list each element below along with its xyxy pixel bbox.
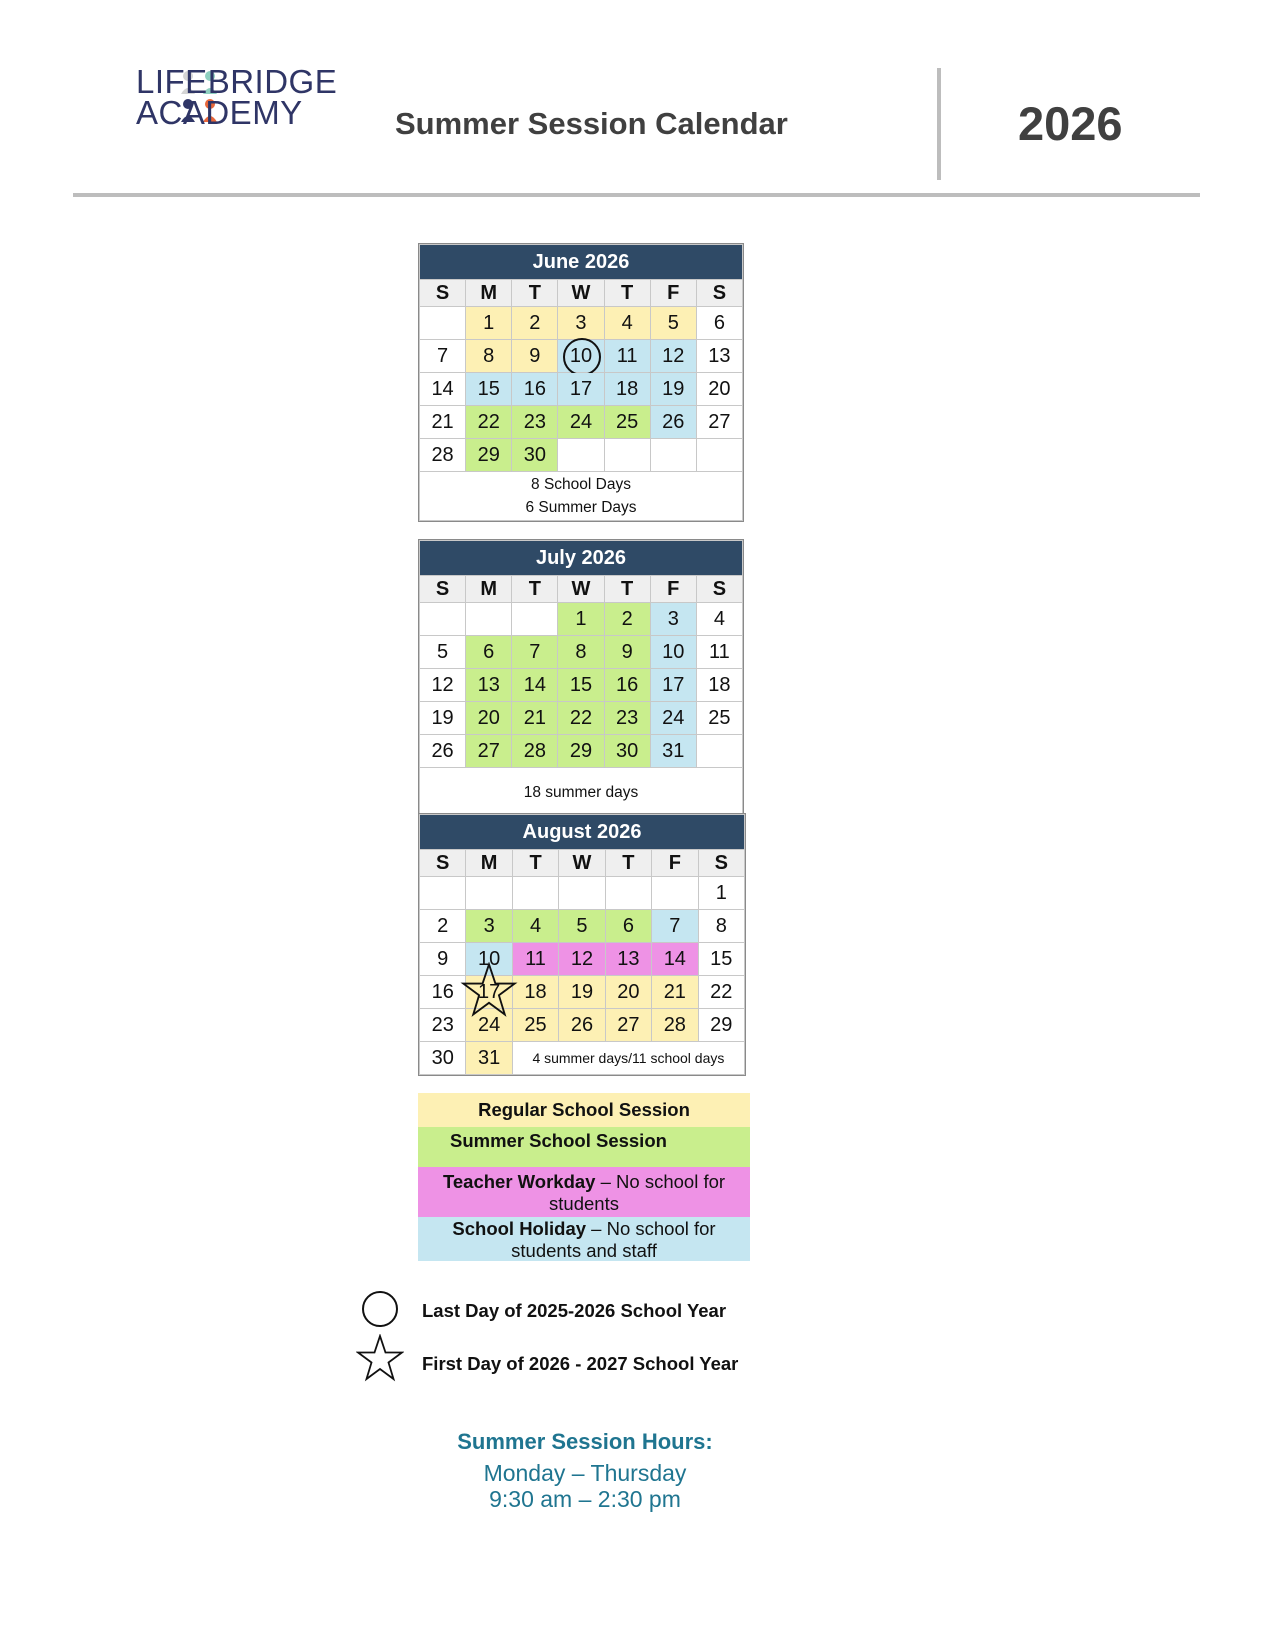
day-number: 20	[708, 377, 731, 400]
day-cell	[650, 340, 696, 373]
day-cell	[420, 636, 466, 669]
day-number: 20	[477, 706, 500, 729]
day-number: 25	[708, 706, 731, 729]
day-number: 28	[431, 443, 454, 466]
day-number: 17	[569, 377, 593, 400]
day-cell	[652, 877, 698, 910]
day-cell	[466, 877, 512, 910]
day-cell	[512, 373, 558, 406]
day-cell	[512, 307, 558, 340]
weekday-header: M	[466, 280, 512, 307]
weekday-header: F	[650, 576, 696, 603]
day-cell	[512, 702, 558, 735]
day-cell	[696, 702, 742, 735]
day-number: 29	[710, 1013, 733, 1036]
weekday-header: T	[512, 280, 558, 307]
day-cell	[650, 439, 696, 472]
day-cell	[650, 307, 696, 340]
day-cell	[466, 373, 512, 406]
weekday-header: T	[604, 576, 650, 603]
day-number: 30	[616, 739, 639, 762]
day-number: 5	[576, 914, 588, 937]
week-row	[420, 910, 745, 943]
week-row	[420, 1042, 745, 1075]
day-number: 23	[523, 410, 546, 433]
week-row	[420, 636, 743, 669]
day-number: 9	[437, 947, 449, 970]
day-cell	[605, 1009, 651, 1042]
day-cell	[466, 702, 512, 735]
weekday-header: S	[420, 576, 466, 603]
day-number: 14	[523, 673, 546, 696]
day-cell	[466, 669, 512, 702]
day-cell	[650, 669, 696, 702]
week-row	[420, 307, 743, 340]
day-cell	[650, 636, 696, 669]
day-number: 24	[569, 410, 593, 433]
day-cell	[698, 976, 744, 1009]
day-cell	[420, 735, 466, 768]
day-number: 25	[524, 1013, 547, 1036]
day-number: 18	[708, 673, 731, 696]
day-number: 4	[713, 607, 725, 630]
circle-icon	[360, 1289, 400, 1329]
day-number: 18	[616, 377, 639, 400]
day-cell	[466, 439, 512, 472]
day-number: 2	[529, 311, 541, 334]
day-cell	[420, 702, 466, 735]
day-cell	[512, 439, 558, 472]
day-cell	[512, 943, 558, 976]
legend-regular: Regular School Session	[418, 1093, 750, 1127]
day-cell	[696, 340, 742, 373]
weekday-header: F	[652, 850, 698, 877]
weekday-header: T	[512, 576, 558, 603]
day-cell	[604, 702, 650, 735]
week-row	[420, 373, 743, 406]
calendar-footer-line: 8 School Days	[531, 476, 631, 493]
day-number: 3	[667, 607, 679, 630]
day-number: 19	[570, 980, 594, 1003]
week-row	[420, 603, 743, 636]
hours-time: 9:30 am – 2:30 pm	[489, 1486, 681, 1512]
calendar-title: July 2026	[420, 541, 743, 576]
week-row	[420, 439, 743, 472]
day-cell	[604, 603, 650, 636]
day-number: 21	[431, 410, 454, 433]
day-cell	[605, 976, 651, 1009]
day-number: 17	[662, 673, 685, 696]
week-row	[420, 702, 743, 735]
day-cell	[696, 373, 742, 406]
legend-teacher-workday	[418, 1167, 750, 1217]
day-cell	[558, 406, 604, 439]
weekday-header: W	[558, 280, 604, 307]
day-number: 10	[662, 640, 685, 663]
day-number: 31	[662, 739, 685, 762]
calendar-title: June 2026	[420, 245, 743, 280]
day-cell	[698, 910, 744, 943]
weekday-header: M	[466, 576, 512, 603]
day-cell	[466, 735, 512, 768]
day-number: 9	[621, 640, 633, 663]
key-star-label: First Day of 2026 - 2027 School Year	[422, 1353, 739, 1374]
weekday-header: M	[466, 850, 512, 877]
day-number: 2	[437, 914, 449, 937]
calendar-june	[418, 243, 744, 522]
legend-holiday-bold: School Holiday	[452, 1218, 587, 1239]
day-cell	[698, 1009, 744, 1042]
day-cell	[466, 976, 512, 1009]
weekday-header: S	[420, 850, 466, 877]
weekday-header: T	[512, 850, 558, 877]
day-number: 26	[570, 1013, 594, 1036]
calendar-footer	[420, 768, 743, 817]
day-cell	[466, 340, 512, 373]
day-number: 21	[663, 980, 686, 1003]
page-title: Summer Session Calendar	[395, 106, 788, 141]
day-number: 3	[483, 914, 495, 937]
day-number: 27	[617, 1013, 640, 1036]
day-cell	[420, 603, 466, 636]
calendar-footer-line: 18 summer days	[523, 783, 639, 801]
day-cell	[605, 943, 651, 976]
hours-days: Monday – Thursday	[483, 1460, 687, 1486]
day-number: 22	[477, 410, 500, 433]
day-number: 4	[621, 311, 633, 334]
day-number: 15	[569, 673, 593, 696]
weekday-header: F	[650, 280, 696, 307]
day-cell	[512, 340, 558, 373]
day-cell	[466, 406, 512, 439]
day-number: 31	[478, 1046, 501, 1069]
day-cell	[559, 910, 605, 943]
calendar-footer	[420, 472, 743, 521]
day-cell	[652, 943, 698, 976]
legend-summer-label: Summer School Session	[450, 1130, 667, 1151]
day-cell	[559, 877, 605, 910]
calendar-title: August 2026	[420, 815, 745, 850]
day-cell	[604, 373, 650, 406]
header-divider	[937, 68, 941, 180]
day-number: 19	[662, 377, 685, 400]
day-number: 16	[616, 673, 639, 696]
day-cell	[420, 1009, 466, 1042]
day-cell	[466, 307, 512, 340]
day-cell	[650, 373, 696, 406]
legend-teacher-bold: Teacher Workday	[442, 1171, 596, 1192]
day-cell	[696, 439, 742, 472]
day-cell	[466, 603, 512, 636]
day-number: 11	[709, 640, 730, 663]
day-number: 6	[622, 914, 634, 937]
day-number: 25	[616, 410, 639, 433]
day-cell	[696, 603, 742, 636]
day-cell	[604, 307, 650, 340]
day-number: 14	[431, 377, 454, 400]
day-cell	[559, 976, 605, 1009]
day-cell	[512, 636, 558, 669]
day-cell	[650, 603, 696, 636]
day-number: 14	[663, 947, 686, 970]
day-cell	[558, 636, 604, 669]
week-row	[420, 976, 745, 1009]
day-number: 30	[523, 443, 546, 466]
day-cell	[420, 1042, 466, 1075]
day-number: 23	[431, 1013, 454, 1036]
day-number: 19	[431, 706, 454, 729]
day-number: 15	[477, 377, 500, 400]
day-cell	[420, 943, 466, 976]
day-cell	[650, 406, 696, 439]
day-cell	[698, 877, 744, 910]
day-cell	[604, 406, 650, 439]
day-number: 28	[663, 1013, 686, 1036]
day-cell	[696, 669, 742, 702]
day-number: 30	[431, 1046, 454, 1069]
hours-heading: Summer Session Hours:	[457, 1429, 713, 1454]
day-cell	[466, 1009, 512, 1042]
week-row	[420, 1009, 745, 1042]
day-number: 7	[669, 914, 681, 937]
day-number: 12	[431, 673, 454, 696]
weekday-header: S	[696, 280, 742, 307]
day-cell	[650, 735, 696, 768]
day-number: 12	[570, 947, 594, 970]
logo-text	[136, 63, 338, 131]
day-number: 1	[483, 311, 495, 334]
day-cell	[558, 669, 604, 702]
day-cell	[650, 702, 696, 735]
day-cell	[420, 439, 466, 472]
day-cell	[512, 877, 558, 910]
day-cell	[558, 340, 604, 373]
day-number: 2	[621, 607, 633, 630]
day-number: 11	[616, 344, 638, 367]
day-cell	[604, 340, 650, 373]
day-number: 22	[710, 980, 733, 1003]
day-cell	[558, 702, 604, 735]
weekday-header: W	[558, 576, 604, 603]
day-number: 7	[437, 344, 449, 367]
day-cell	[605, 877, 651, 910]
day-cell	[558, 735, 604, 768]
day-number: 1	[715, 881, 727, 904]
day-cell	[604, 636, 650, 669]
day-number: 28	[523, 739, 546, 762]
day-number: 7	[529, 640, 541, 663]
day-number: 10	[478, 947, 501, 970]
day-cell	[420, 910, 466, 943]
day-cell	[512, 603, 558, 636]
calendar-footer: 4 summer days/11 school days	[512, 1042, 744, 1075]
day-cell	[512, 735, 558, 768]
day-cell	[698, 943, 744, 976]
logo-line1: LIFEBRIDGE	[136, 63, 338, 100]
header-rule	[73, 193, 1200, 197]
day-number: 16	[523, 377, 546, 400]
day-number: 13	[708, 344, 731, 367]
day-cell	[558, 603, 604, 636]
day-number: 3	[575, 311, 587, 334]
day-cell	[420, 340, 466, 373]
weekday-header: W	[559, 850, 605, 877]
day-number: 10	[569, 344, 593, 367]
day-cell	[604, 669, 650, 702]
day-number: 16	[431, 980, 454, 1003]
day-cell	[420, 406, 466, 439]
day-number: 26	[662, 410, 685, 433]
day-number: 24	[478, 1013, 501, 1036]
logo-line2: ACADEMY	[136, 94, 303, 131]
day-number: 27	[477, 739, 500, 762]
day-cell	[558, 373, 604, 406]
weekday-header: T	[604, 280, 650, 307]
day-number: 8	[575, 640, 587, 663]
day-number: 17	[478, 980, 501, 1003]
legend-summer	[418, 1127, 750, 1167]
weekday-header: S	[698, 850, 744, 877]
day-number: 8	[715, 914, 727, 937]
day-cell	[466, 636, 512, 669]
key-circle-label: Last Day of 2025-2026 School Year	[422, 1300, 727, 1321]
weekday-header: S	[420, 280, 466, 307]
legend-teacher-rest: – No school for students	[549, 1171, 726, 1214]
day-number: 4	[529, 914, 542, 937]
day-cell	[559, 943, 605, 976]
day-number: 15	[710, 947, 733, 970]
day-cell	[420, 669, 466, 702]
day-number: 9	[529, 344, 541, 367]
day-number: 29	[569, 739, 593, 762]
day-number: 27	[708, 410, 731, 433]
day-cell	[652, 1009, 698, 1042]
day-cell	[420, 307, 466, 340]
day-cell	[420, 877, 466, 910]
week-row	[420, 735, 743, 768]
day-number: 21	[523, 706, 546, 729]
week-row	[420, 943, 745, 976]
day-number: 12	[662, 344, 685, 367]
day-number: 23	[616, 706, 639, 729]
weekday-header: T	[605, 850, 651, 877]
star-icon	[356, 1334, 404, 1382]
day-cell	[512, 1009, 558, 1042]
legend-holiday-rest: – No school for students and staff	[511, 1218, 716, 1261]
day-number: 26	[431, 739, 454, 762]
page-year: 2026	[1018, 97, 1123, 150]
week-row	[420, 877, 745, 910]
day-cell	[696, 636, 742, 669]
day-number: 8	[483, 344, 495, 367]
day-number: 6	[713, 311, 725, 334]
day-number: 13	[617, 947, 640, 970]
calendar-july	[418, 539, 744, 818]
week-row	[420, 340, 743, 373]
day-cell	[420, 373, 466, 406]
day-number: 20	[617, 980, 640, 1003]
day-number: 1	[575, 607, 587, 630]
day-cell	[696, 406, 742, 439]
day-cell	[512, 406, 558, 439]
day-cell	[696, 307, 742, 340]
legend-holiday	[418, 1217, 750, 1261]
day-cell	[466, 910, 512, 943]
day-cell	[558, 307, 604, 340]
day-cell	[696, 735, 742, 768]
day-cell	[512, 976, 558, 1009]
day-cell	[605, 910, 651, 943]
day-number: 22	[569, 706, 593, 729]
day-cell	[652, 976, 698, 1009]
day-number: 5	[667, 311, 679, 334]
day-number: 5	[437, 640, 449, 663]
day-cell	[604, 439, 650, 472]
day-number: 29	[477, 443, 500, 466]
day-number: 13	[477, 673, 500, 696]
day-cell	[558, 439, 604, 472]
day-cell	[512, 669, 558, 702]
calendar-august	[418, 813, 746, 1076]
weekday-header: S	[696, 576, 742, 603]
day-number: 11	[525, 947, 546, 970]
day-cell	[420, 976, 466, 1009]
calendar-footer-line: 6 Summer Days	[525, 499, 637, 516]
day-cell	[466, 943, 512, 976]
day-number: 24	[662, 706, 685, 729]
day-cell	[604, 735, 650, 768]
day-cell	[559, 1009, 605, 1042]
day-cell	[466, 1042, 512, 1075]
day-cell	[512, 910, 558, 943]
week-row	[420, 669, 743, 702]
week-row	[420, 406, 743, 439]
day-cell	[652, 910, 698, 943]
day-number: 18	[524, 980, 547, 1003]
day-number: 6	[483, 640, 495, 663]
